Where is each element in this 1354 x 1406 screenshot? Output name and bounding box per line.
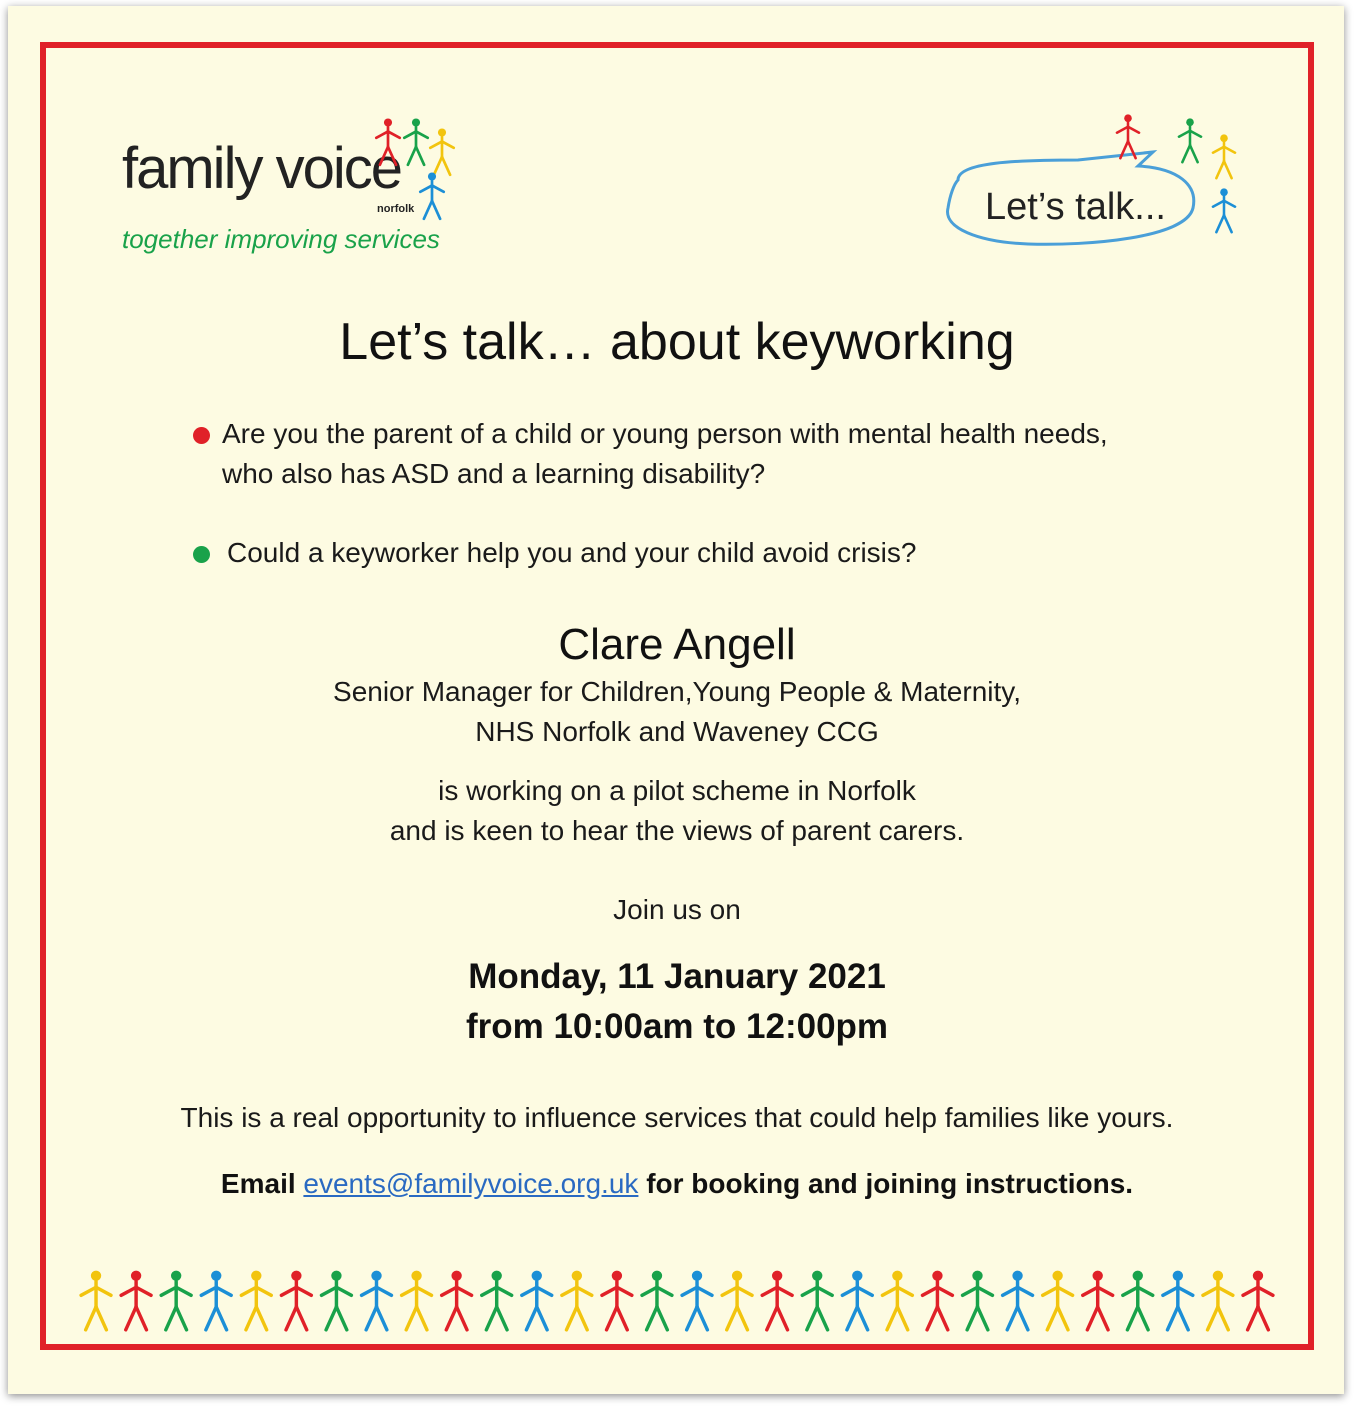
bullet-dot-red [193, 427, 210, 444]
person-yellow-icon [722, 1271, 752, 1330]
bullet-question-2: Could a keyworker help you and your child avoid crisis? [227, 537, 917, 568]
person-blue-icon [1163, 1271, 1193, 1330]
bullet-1-line2: who also has ASD and a learning disability? [222, 458, 766, 489]
person-green-icon [642, 1271, 672, 1330]
person-green-icon [802, 1271, 832, 1330]
email-line [0, 1168, 1354, 1200]
person-red-icon [1083, 1271, 1113, 1330]
speaker-role-line2: NHS Norfolk and Waveney CCG [475, 716, 879, 747]
person-blue-icon [362, 1271, 392, 1330]
person-blue-icon [1213, 188, 1235, 232]
person-green-icon [963, 1271, 993, 1330]
people-chain-icon [368, 112, 464, 224]
person-green-icon [482, 1271, 512, 1330]
badge-text: Let’s talk... [985, 186, 1166, 228]
person-blue-icon [842, 1271, 872, 1330]
person-blue-icon [1003, 1271, 1033, 1330]
bullet-1-line1: Are you the parent of a child or young person with mental health needs, [222, 418, 1108, 449]
pilot-text [0, 771, 1354, 851]
person-yellow-icon [562, 1271, 592, 1330]
event-time: from 10:00am to 12:00pm [465, 1007, 889, 1046]
bullet-question-1 [222, 414, 1108, 494]
logo-wordmark: family voice [122, 136, 401, 201]
event-date: Monday, 11 January 2021 [468, 957, 886, 996]
person-red-icon [1243, 1271, 1273, 1330]
person-red-icon [442, 1271, 472, 1330]
speaker-name: Clare Angell [558, 620, 796, 669]
logo-tagline: together improving services [122, 224, 440, 254]
person-red-icon [762, 1271, 792, 1330]
person-red-icon [922, 1271, 952, 1330]
pilot-line1: is working on a pilot scheme in Norfolk [438, 775, 916, 806]
people-chain-border [76, 1268, 1278, 1336]
person-yellow-icon [241, 1271, 271, 1330]
person-yellow-icon [882, 1271, 912, 1330]
email-suffix: for booking and joining instructions. [646, 1168, 1134, 1199]
person-red-icon [376, 118, 399, 164]
event-datetime [0, 952, 1354, 1052]
speaker-role [0, 672, 1354, 752]
person-green-icon [1179, 118, 1201, 162]
logo-region: norfolk [377, 203, 415, 215]
pilot-line2: and is keen to hear the views of parent carers. [389, 815, 965, 846]
person-blue-icon [682, 1271, 712, 1330]
speaker-role-line1: Senior Manager for Children,Young People & Maternity, [333, 676, 1021, 707]
person-red-icon [602, 1271, 632, 1330]
person-green-icon [1123, 1271, 1153, 1330]
person-red-icon [1117, 114, 1139, 158]
person-yellow-icon [430, 128, 453, 174]
email-link[interactable]: events@familyvoice.org.uk [303, 1168, 639, 1199]
person-yellow-icon [81, 1271, 111, 1330]
person-blue-icon [201, 1271, 231, 1330]
person-blue-icon [522, 1271, 552, 1330]
opportunity-text: This is a real opportunity to influence services that could help families like yours. [180, 1102, 1174, 1133]
person-yellow-icon [1043, 1271, 1073, 1330]
person-yellow-icon [402, 1271, 432, 1330]
person-yellow-icon [1203, 1271, 1233, 1330]
person-red-icon [121, 1271, 151, 1330]
person-green-icon [404, 118, 427, 164]
person-yellow-icon [1213, 134, 1235, 178]
join-label: Join us on [613, 894, 741, 925]
person-blue-icon [420, 172, 443, 218]
person-green-icon [161, 1271, 191, 1330]
page-title: Let’s talk… about keyworking [339, 313, 1015, 371]
person-red-icon [281, 1271, 311, 1330]
email-prefix: Email [220, 1168, 296, 1199]
bullet-dot-green [193, 546, 210, 563]
speech-bubble-icon [938, 110, 1248, 250]
person-green-icon [321, 1271, 351, 1330]
